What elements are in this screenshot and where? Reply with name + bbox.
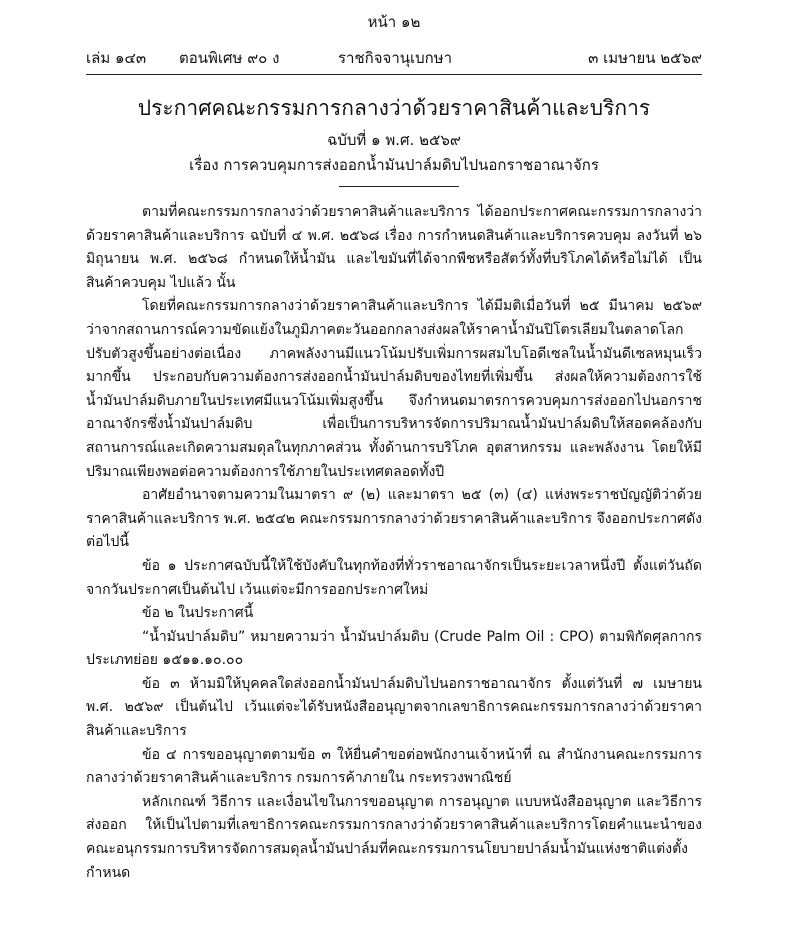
volume-number: เล่ม ๑๔๓	[86, 49, 147, 67]
announcement-number: ฉบับที่ ๑ พ.ศ. ๒๕๖๙	[327, 131, 461, 149]
clause-1: ข้อ ๑ ประกาศฉบับนี้ให้ใช้บังคับในทุกท้องที่ทั่วราชอาณาจักรเป็นระยะเวลาหนึ่งปี ตั้งแต่วันถัดจากวันประกาศเป็นต้นไป เว้นแต่จะมีการออกประกาศใหม่	[86, 557, 702, 598]
paragraph-rationale: โดยที่คณะกรรมการกลางว่าด้วยราคาสินค้าและบริการ ได้มีมติเมื่อวันที่ ๒๕ มีนาคม ๒๕๖๙ ว่าจากสถานการณ์ความขัดแย้งในภูมิภาคตะวันออกกลางส่งผลให้ราคาน้ำมันปิโตรเลียมในตลาดโลกปรับตัวสูงขึ้นอย่างต่อเนื่อง ภาคพลังงานมีแนวโน้มปรับเพิ่มการผสมไบโอดีเซลในน้ำมันดีเซลหมุนเร็วมากขึ้น ประกอบกับความต้องการส่งออกน้ำมันปาล์มดิบของไทยที่เพิ่มขึ้น ส่งผลให้ความต้องการใช้น้ำมันปาล์มดิบภายในประเทศมีแนวโน้มเพิ่มสูงขึ้น จึงกำหนดมาตรการควบคุมการส่งออกไปนอกราชอาณาจักรซึ่งน้ำมันปาล์มดิบ เพื่อเป็นการบริหารจัดการปริมาณน้ำมันปาล์มดิบให้สอดคล้องกับสถานการณ์และเกิดความสมดุลในทุกภาคส่วน ทั้งด้านการบริโภค อุตสาหกรรม และพลังงาน โดยให้มีปริมาณเพียงพอต่อความต้องการใช้ภายในประเทศตลอดทั้งปี	[86, 298, 702, 480]
clause-4: ข้อ ๔ การขออนุญาตตามข้อ ๓ ให้ยื่นคำขอต่อพนักงานเจ้าหน้าที่ ณ สำนักงานคณะกรรมการกลางว่าด้วยราคาสินค้าและบริการ กรมการค้าภายใน กระทรวงพาณิชย์	[86, 746, 702, 787]
announcement-subject: เรื่อง การควบคุมการส่งออกน้ำมันปาล์มดิบไปนอกราชอาณาจักร	[189, 156, 599, 174]
clause-2: ข้อ ๒ ในประกาศนี้	[142, 605, 254, 622]
gazette-name: ราชกิจจานุเบกษา	[338, 49, 453, 67]
announcement-title: ประกาศคณะกรรมการกลางว่าด้วยราคาสินค้าและบริการ	[137, 96, 651, 120]
page-number: หน้า ๑๒	[367, 13, 421, 31]
header-divider	[86, 74, 702, 75]
clause-2-definition: “น้ำมันปาล์มดิบ” หมายความว่า น้ำมันปาล์มดิบ (Crude Palm Oil : CPO) ตามพิกัดศุลกากรประเภทย่อย ๑๕๑๑.๑๐.๐๐	[86, 628, 702, 669]
document-body	[86, 201, 702, 885]
title-divider	[339, 186, 459, 187]
paragraph-authority: อาศัยอำนาจตามความในมาตรา ๙ (๒) และมาตรา ๒๕ (๓) (๔) แห่งพระราชบัญญัติว่าด้วยราคาสินค้าและบริการ พ.ศ. ๒๕๔๒ คณะกรรมการกลางว่าด้วยราคาสินค้าและบริการ จึงออกประกาศดังต่อไปนี้	[86, 487, 702, 551]
publication-date: ๓ เมษายน ๒๕๖๙	[588, 49, 702, 67]
gazette-header	[86, 46, 702, 70]
paragraph-preamble: ตามที่คณะกรรมการกลางว่าด้วยราคาสินค้าและบริการ ได้ออกประกาศคณะกรรมการกลางว่าด้วยราคาสินค้าและบริการ ฉบับที่ ๔ พ.ศ. ๒๕๖๘ เรื่อง การกำหนดสินค้าและบริการควบคุม ลงวันที่ ๒๖ มิถุนายน พ.ศ. ๒๕๖๘ กำหนดให้น้ำมัน และไขมันที่ได้จากพืชหรือสัตว์ทั้งที่บริโภคได้หรือไม่ได้ เป็นสินค้าควบคุม ไปแล้ว นั้น	[86, 204, 702, 291]
section-label: ตอนพิเศษ ๙๐ ง	[179, 49, 280, 67]
clause-3: ข้อ ๓ ห้ามมิให้บุคคลใดส่งออกน้ำมันปาล์มดิบไปนอกราชอาณาจักร ตั้งแต่วันที่ ๗ เมษายน พ.ศ. ๒๕๖๙ เป็นต้นไป เว้นแต่จะได้รับหนังสืออนุญาตจากเลขาธิการคณะกรรมการกลางว่าด้วยราคาสินค้าและบริการ	[86, 675, 702, 740]
clause-4-criteria: หลักเกณฑ์ วิธีการ และเงื่อนไขในการขออนุญาต การอนุญาต แบบหนังสืออนุญาต และวิธีการส่งออก ให้เป็นไปตามที่เลขาธิการคณะกรรมการกลางว่าด้วยราคาสินค้าและบริการโดยคำแนะนำของคณะอนุกรรมการบริหารจัดการสมดุลน้ำมันปาล์มที่คณะกรรมการนโยบายปาล์มน้ำมันแห่งชาติแต่งตั้ง กำหนด	[86, 793, 702, 881]
